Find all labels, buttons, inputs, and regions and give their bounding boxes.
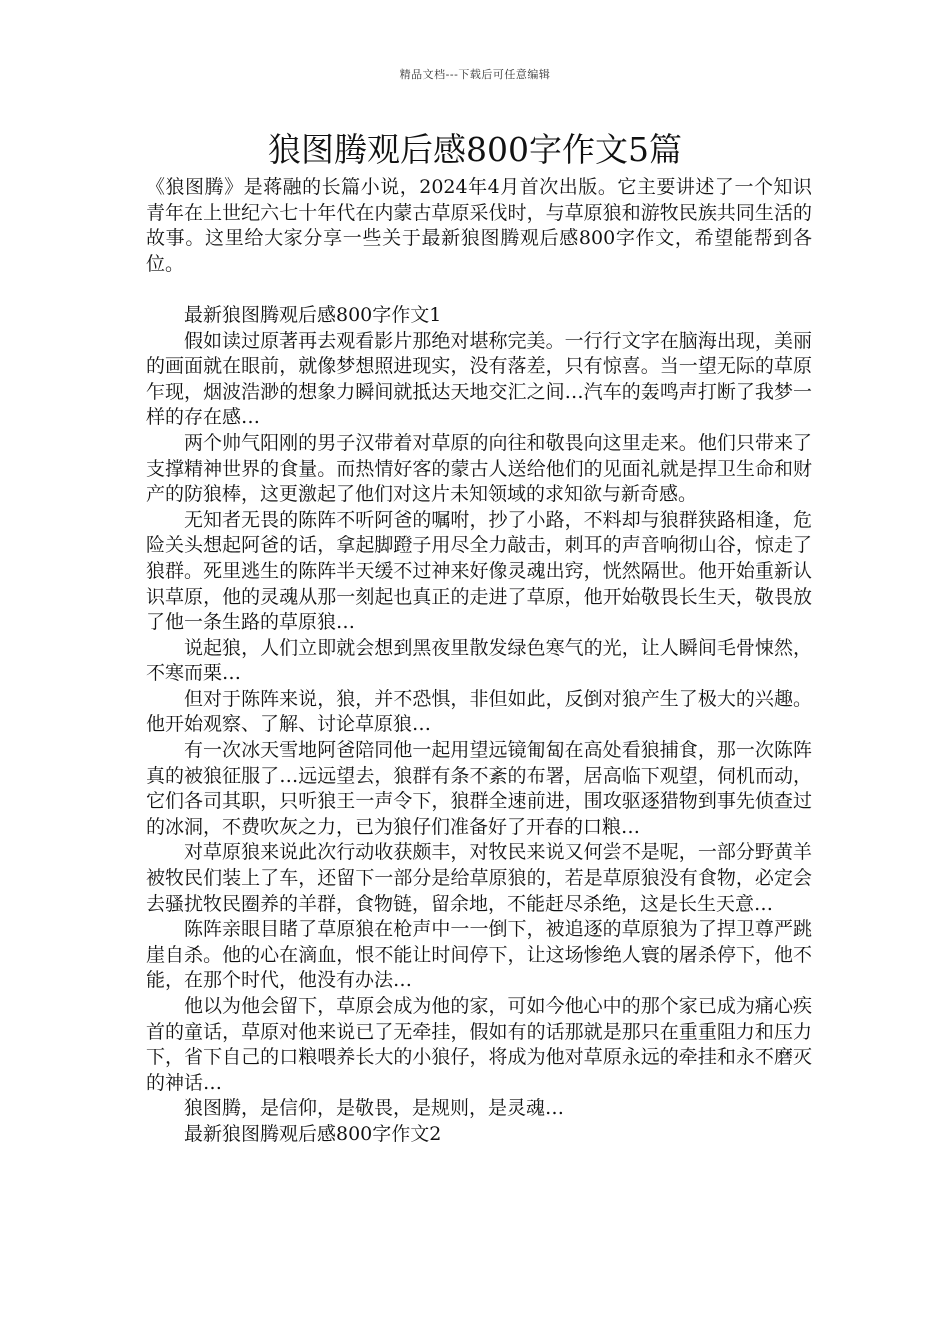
document-header-note: 精品文档---下载后可任意编辑 [399, 68, 551, 81]
intro-paragraph: 《狼图腾》是蒋融的长篇小说，2024年4月首次出版。它主要讲述了一个知识青年在上世纪六七十年代在内蒙古草原采伐时，与草原狼和游牧民族共同生活的故事。这里给大家分享一些关于最新狼图腾观后感800字作文，希望能帮到各位。 [146, 176, 812, 275]
body-paragraph: 对草原狼来说此次行动收获颇丰，对牧民来说又何尝不是呢，一部分野黄羊被牧民们装上了车，还留下一部分是给草原狼的，若是草原狼没有食物，必定会去骚扰牧民圈养的羊群，食物链，留余地，不能赶尽杀绝，这是长生天意… [146, 841, 812, 915]
paragraph-spacer [146, 277, 812, 303]
body-paragraph: 假如读过原著再去观看影片那绝对堪称完美。一行行文字在脑海出现，美丽的画面就在眼前，就像梦想照进现实，没有落差，只有惊喜。当一望无际的草原乍现，烟波浩渺的想象力瞬间就抵达天地交汇之间…汽车的轰鸣声打断了我梦一样的存在感… [146, 329, 812, 429]
section-heading-2: 最新狼图腾观后感800字作文2 [184, 1122, 442, 1145]
body-paragraph: 有一次冰天雪地阿爸陪同他一起用望远镜匍匐在高处看狼捕食，那一次陈阵真的被狼征服了…远远望去，狼群有条不紊的布署，居高临下观望，伺机而动，它们各司其职，只听狼王一声令下，狼群全速前进，围攻驱逐猎物到事先侦查过的冰洞，不费吹灰之力，已为狼仔们准备好了开春的口粮… [146, 739, 812, 838]
body-paragraph: 说起狼，人们立即就会想到黑夜里散发绿色寒气的光，让人瞬间毛骨悚然，不寒而栗… [146, 636, 812, 685]
document-title: 狼图腾观后感800字作文5篇 [268, 130, 682, 169]
document-body [146, 175, 812, 1148]
body-paragraph: 无知者无畏的陈阵不听阿爸的嘱咐，抄了小路，不料却与狼群狭路相逢，危险关头想起阿爸的话，拿起脚蹬子用尽全力敲击，刺耳的声音响彻山谷，惊走了狼群。死里逃生的陈阵半天缓不过神来好像灵魂出窍，恍然隔世。他开始重新认识草原，他的灵魂从那一刻起也真正的走进了草原，他开始敬畏长生天，敬畏放了他一条生路的草原狼… [146, 508, 812, 634]
body-paragraph: 陈阵亲眼目睹了草原狼在枪声中一一倒下，被追逐的草原狼为了捍卫尊严跳崖自杀。他的心在滴血，恨不能让时间停下，让这场惨绝人寰的屠杀停下，他不能，在那个时代，他没有办法… [146, 918, 812, 992]
body-paragraph: 两个帅气阳刚的男子汉带着对草原的向往和敬畏向这里走来。他们只带来了支撑精神世界的食量。而热情好客的蒙古人送给他们的见面礼就是捍卫生命和财产的防狼棒，这更激起了他们对这片未知领域的求知欲与新奇感。 [146, 431, 812, 506]
body-paragraph: 他以为他会留下，草原会成为他的家，可如今他心中的那个家已成为痛心疾首的童话，草原对他来说已了无牵挂，假如有的话那就是那只在重重阻力和压力下，省下自己的口粮喂养长大的小狼仔，将成为他对草原永远的牵挂和永不磨灭的神话… [146, 995, 812, 1094]
body-paragraph: 但对于陈阵来说，狼，并不恐惧，非但如此，反倒对狼产生了极大的兴趣。他开始观察、了解、讨论草原狼… [146, 687, 812, 736]
body-paragraph: 狼图腾，是信仰，是敬畏，是规则，是灵魂… [184, 1097, 565, 1120]
section-heading-1: 最新狼图腾观后感800字作文1 [184, 303, 442, 326]
